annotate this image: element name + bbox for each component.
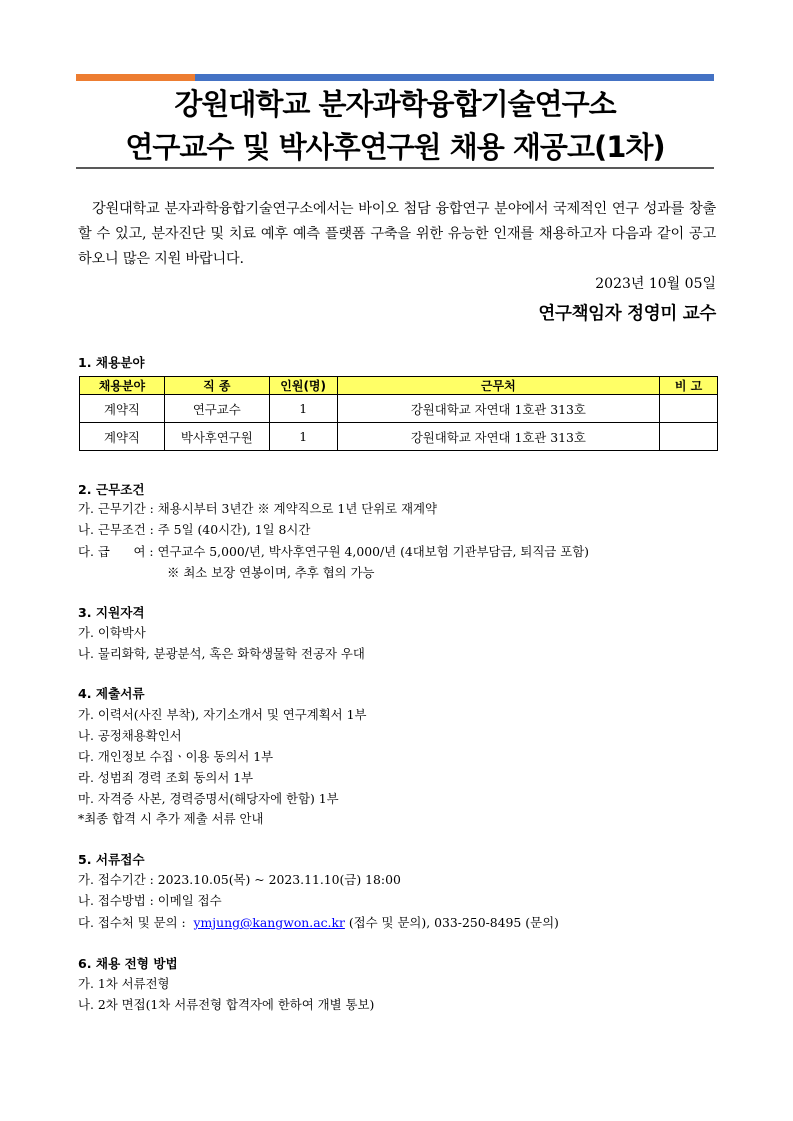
- header-color-bar: [76, 74, 714, 81]
- condition-line: 나. 근무조건 : 주 5일 (40시간), 1일 8시간: [78, 522, 311, 537]
- intro-paragraph: 강원대학교 분자과학융합기술연구소에서는 바이오 첨담 융합연구 분야에서 국제적인 연구 성과를 창출할 수 있고, 분자진단 및 치료 예후 예측 플랫폼 구축을 위한 유능한 인재를 채용하고자 다음과 같이 공고하오니 많은 지원 바랍니다.: [78, 201, 716, 267]
- condition-line: 가. 근무기간 : 채용시부터 3년간 ※ 계약직으로 1년 단위로 재계약: [78, 501, 437, 516]
- table-cell: 계약직: [80, 395, 165, 423]
- section-heading-selection: 6. 채용 전형 방법: [78, 956, 178, 971]
- table-cell: 박사후연구원: [164, 423, 269, 451]
- document-title-line1: 강원대학교 분자과학융합기술연구소: [174, 87, 616, 121]
- contact-email-link[interactable]: ymjung@kangwon.ac.kr: [193, 915, 345, 930]
- section-heading-conditions: 2. 근무조건: [78, 482, 145, 497]
- header-bar-orange: [76, 74, 195, 81]
- table-cell: 계약직: [80, 423, 165, 451]
- selection-line: 가. 1차 서류전형: [78, 976, 170, 991]
- table-header-cell: 비 고: [660, 377, 718, 395]
- condition-line: 다. 급 여 : 연구교수 5,000/년, 박사후연구원 4,000/년 (4대보험 기관부담금, 퇴직금 포함): [78, 544, 589, 559]
- table-cell: 강원대학교 자연대 1호관 313호: [337, 423, 659, 451]
- section-heading-documents: 4. 제출서류: [78, 686, 145, 701]
- selection-line: 나. 2차 면접(1차 서류전형 합격자에 한하여 개별 통보): [78, 997, 375, 1012]
- table-cell: 1: [269, 395, 337, 423]
- document-line: 마. 자격증 사본, 경력증명서(해당자에 한함) 1부: [78, 791, 339, 806]
- document-line: 나. 공정채용확인서: [78, 728, 182, 743]
- recruitment-table: [79, 376, 718, 451]
- table-cell: 1: [269, 423, 337, 451]
- table-header-cell: 채용분야: [80, 377, 165, 395]
- qualification-line: 나. 물리화학, 분광분석, 혹은 화학생물학 전공자 우대: [78, 646, 365, 661]
- header-bar-blue: [195, 74, 714, 81]
- table-cell: 강원대학교 자연대 1호관 313호: [337, 395, 659, 423]
- table-header-cell: 인원(명): [269, 377, 337, 395]
- table-header-cell: 근무처: [337, 377, 659, 395]
- table-cell: 연구교수: [164, 395, 269, 423]
- signer: 연구책임자 정영미 교수: [538, 304, 716, 324]
- document-line: 라. 성범죄 경력 조회 동의서 1부: [78, 770, 254, 785]
- section-heading-application: 5. 서류접수: [78, 852, 145, 867]
- table-cell: [660, 423, 718, 451]
- announcement-date: 2023년 10월 05일: [595, 276, 716, 292]
- application-line: 나. 접수방법 : 이메일 접수: [78, 893, 222, 908]
- qualification-line: 가. 이학박사: [78, 625, 146, 640]
- section-heading-qualifications: 3. 지원자격: [78, 605, 145, 620]
- document-line: 가. 이력서(사진 부착), 자기소개서 및 연구계획서 1부: [78, 707, 367, 722]
- document-title-line2: 연구교수 및 박사후연구원 채용 재공고(1차): [125, 130, 665, 164]
- document-note: *최종 합격 시 추가 제출 서류 안내: [78, 811, 264, 826]
- application-line: 가. 접수기간 : 2023.10.05(목) ~ 2023.11.10(금) 18:00: [78, 872, 401, 887]
- title-divider: [76, 167, 714, 169]
- section-heading-recruitment: 1. 채용분야: [78, 355, 145, 370]
- table-row: [80, 395, 718, 423]
- contact-line: [78, 913, 559, 931]
- table-row: [80, 423, 718, 451]
- salary-note: ※ 최소 보장 연봉이며, 추후 협의 가능: [167, 565, 375, 580]
- contact-prefix: 다. 접수처 및 문의 :: [78, 915, 194, 930]
- document-line: 다. 개인정보 수집ㆍ이용 동의서 1부: [78, 749, 274, 764]
- table-header-row: [80, 377, 718, 395]
- contact-suffix: (접수 및 문의), 033-250-8495 (문의): [344, 915, 559, 930]
- table-cell: [660, 395, 718, 423]
- table-header-cell: 직 종: [164, 377, 269, 395]
